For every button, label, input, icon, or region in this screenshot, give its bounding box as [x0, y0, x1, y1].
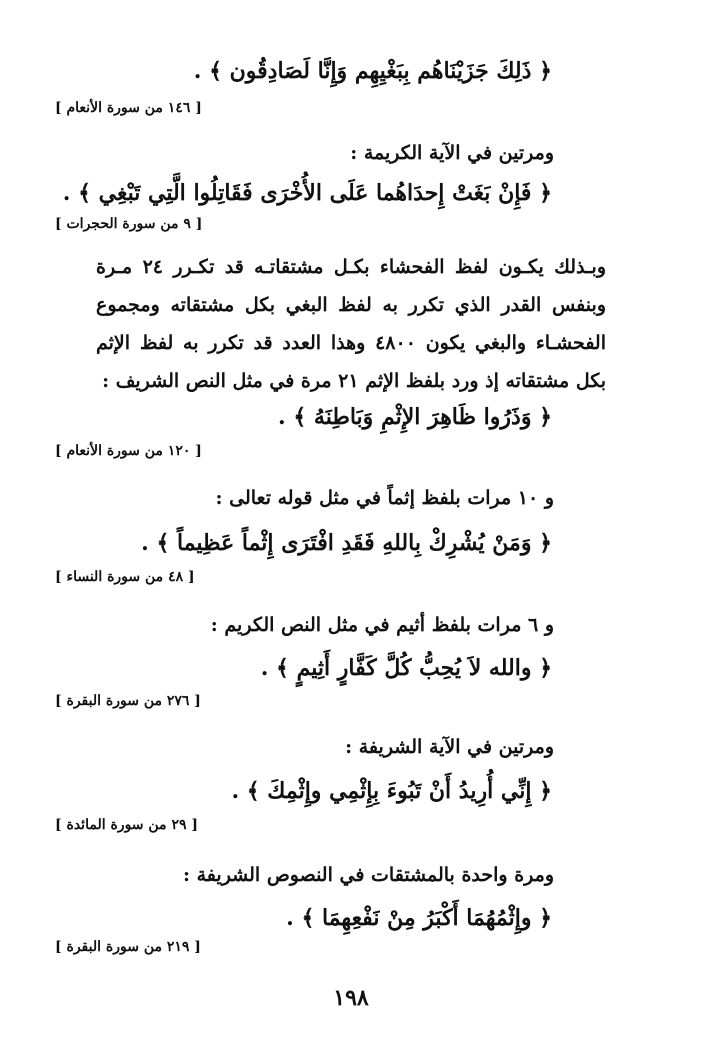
verse-intro: ومرتين في الآية الشريفة :	[345, 736, 554, 758]
page-number: ١٩٨	[333, 985, 369, 1011]
quran-verse: ﴿ والله لاَ يُحِبُّ كُلَّ كَفَّارٍ أَثِيمٍ ﴾ .	[260, 655, 552, 681]
quran-verse: ﴿ فَإِنْ بَغَتْ إِحدَاهُما عَلَى الأُخْرَى فَقَاتِلُوا الَّتِي تَبْغِي ﴾ .	[62, 180, 552, 206]
verse-intro: ومرتين في الآية الكريمة :	[350, 142, 554, 164]
verse-intro: و ١٠ مرات بلفظ إثماً في مثل قوله تعالى :	[215, 487, 554, 509]
surah-reference: [ ١٤٦ من سورة الأنعام ]	[55, 100, 202, 116]
surah-reference: [ ١٢٠ من سورة الأنعام ]	[55, 443, 202, 459]
surah-reference: [ ٢٩ من سورة المائدة ]	[55, 817, 198, 833]
quran-verse: ﴿ إِنِّي أُرِيدُ أَنْ تَبُوءَ بِإِثْمِي وإِثْمِكَ ﴾ .	[231, 778, 552, 804]
surah-reference: [ ٩ من سورة الحجرات ]	[55, 216, 203, 232]
surah-reference: [ ٤٨ من سورة النساء ]	[55, 569, 195, 585]
quran-verse: ﴿ ذَلِكَ جَزَيْنَاهُم بِبَغْيِهِم وَإِنَّا لَصَادِقُون ﴾ .	[193, 58, 552, 84]
verse-intro: ومرة واحدة بالمشتقات في النصوص الشريفة :	[182, 864, 554, 886]
body-paragraph: وبـذلك يكـون لفظ الفحشاء بكـل مشتقاتـه قد تكـرر ٢٤ مـرة وبنفس القدر الذي تكرر به لفظ البغي بكل مشتقاته ومجموع الفحشـاء والبغي يكون ٤٨٠٠ وهذا العدد قد تكرر به لفظ الإثم بكل مشتقاته إذ ورد بلفظ الإثم ٢١ مرة في مثل النص الشريف :	[96, 256, 607, 392]
quran-verse: ﴿ وَذَرُوا ظَاهِرَ الإِثْمِ وَبَاطِنَهُ ﴾ .	[278, 404, 552, 430]
quran-verse: ﴿ وإِثْمُهُمَا أَكْبَرُ مِنْ نَفْعِهِمَا ﴾ .	[286, 905, 552, 931]
surah-reference: [ ٢١٩ من سورة البقرة ]	[55, 939, 201, 955]
verse-intro: و ٦ مرات بلفظ أثيم في مثل النص الكريم :	[210, 614, 554, 636]
quran-verse: ﴿ وَمَنْ يُشْرِكْ بِاللهِ فَقَدِ افْتَرَى إِثْماً عَظِيماً ﴾ .	[141, 530, 552, 556]
surah-reference: [ ٢٧٦ من سورة البقرة ]	[55, 693, 201, 709]
